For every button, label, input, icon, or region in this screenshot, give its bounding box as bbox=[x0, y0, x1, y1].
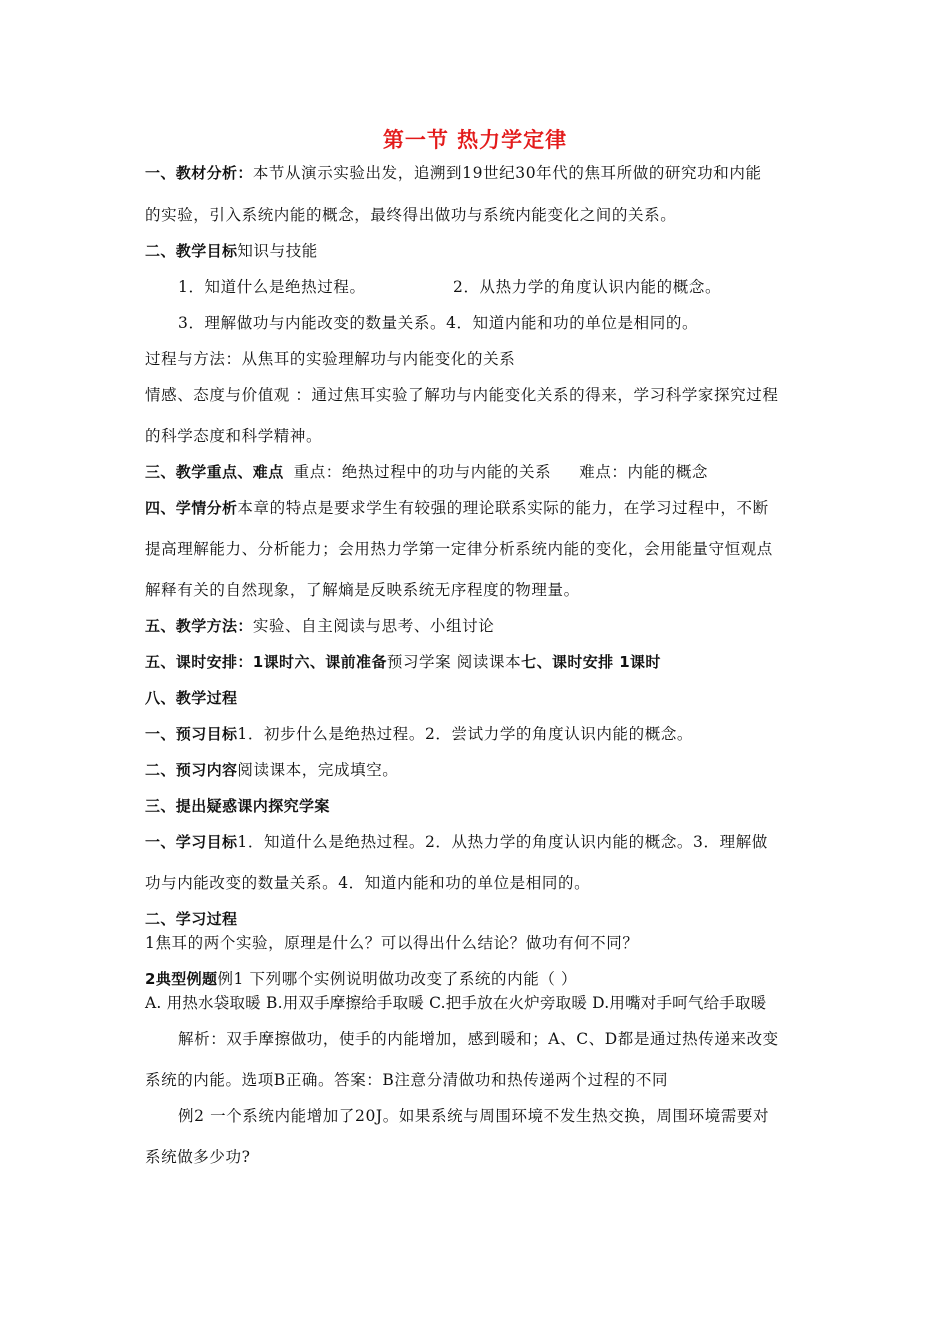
learning-goal-heading: 一、学习目标 bbox=[145, 833, 238, 851]
section-1-text: 本节从演示实验出发，追溯到19世纪30年代的焦耳所做的研究功和内能 bbox=[252, 164, 762, 182]
difficult-point: 难点：内能的概念 bbox=[579, 463, 709, 481]
prep-text: 预习学案 阅读课本 bbox=[386, 653, 522, 671]
section-1-cont: 的实验，引入系统内能的概念，最终得出做功与系统内能变化之间的关系。 bbox=[145, 206, 677, 224]
preview-content-text: 阅读课本，完成填空。 bbox=[237, 761, 399, 779]
example-heading: 2典型例题 bbox=[145, 970, 218, 988]
questions-heading: 三、提出疑惑课内探究学案 bbox=[145, 797, 330, 815]
goal-item-1: 1．知道什么是绝热过程。 bbox=[178, 278, 366, 296]
section-3-heading: 三、教学重点、难点 bbox=[145, 463, 284, 481]
key-point: 重点：绝热过程中的功与内能的关系 bbox=[293, 463, 552, 481]
learning-process-heading: 二、学习过程 bbox=[145, 910, 238, 928]
example-2: 例2 一个系统内能增加了20J。如果系统与周围环境不发生热交换，周围环境需要对 bbox=[178, 1107, 770, 1125]
preview-goal-text: 1．初步什么是绝热过程。2．尝试力学的角度认识内能的概念。 bbox=[237, 725, 694, 743]
schedule-line bbox=[145, 652, 661, 672]
section-5-heading: 五、教学方法： bbox=[145, 617, 253, 635]
example-1-line bbox=[145, 969, 577, 989]
emotion-values-cont: 的科学态度和科学精神。 bbox=[145, 427, 323, 445]
learning-goal-cont: 功与内能改变的数量关系。4．知道内能和功的单位是相同的。 bbox=[145, 874, 591, 892]
section-4-line bbox=[145, 498, 769, 518]
section-4-cont2: 解释有关的自然现象，了解熵是反映系统无序程度的物理量。 bbox=[145, 581, 580, 599]
section-1-line bbox=[145, 163, 762, 183]
goal-item-3: 3．理解做功与内能改变的数量关系。 bbox=[178, 314, 447, 332]
page-title: 第一节 热力学定律 bbox=[382, 128, 568, 152]
section-3-line bbox=[145, 462, 708, 482]
learning-goal-line bbox=[145, 832, 768, 852]
preview-goal-line bbox=[145, 724, 693, 744]
section-4-text: 本章的特点是要求学生有较强的理论联系实际的能力，在学习过程中，不断 bbox=[237, 499, 769, 517]
goal-item-2: 2．从热力学的角度认识内能的概念。 bbox=[453, 278, 722, 296]
learning-goal-text: 1．知道什么是绝热过程。2．从热力学的角度认识内能的概念。3．理解做 bbox=[237, 833, 768, 851]
preview-goal-heading: 一、预习目标 bbox=[145, 725, 238, 743]
section-2-text: 知识与技能 bbox=[237, 242, 318, 260]
section-4-cont1: 提高理解能力、分析能力；会用热力学第一定律分析系统内能的变化，会用能量守恒观点 bbox=[145, 540, 773, 558]
example-1: 例1 下列哪个实例说明做功改变了系统的内能（ ） bbox=[217, 970, 578, 988]
emotion-values: 情感、态度与价值观 ：通过焦耳实验了解功与内能变化关系的得来，学习科学家探究过程 bbox=[145, 386, 779, 404]
section-5-text: 实验、自主阅读与思考、小组讨论 bbox=[252, 617, 495, 635]
example-1-options: A. 用热水袋取暖 B.用双手摩擦给手取暖 C.把手放在火炉旁取暖 D.用嘴对手呵气给手取暖 bbox=[145, 994, 767, 1012]
section-8-heading: 八、教学过程 bbox=[145, 689, 238, 707]
section-2-line bbox=[145, 241, 318, 261]
schedule-heading-2: 七、课时安排 1课时 bbox=[521, 653, 661, 671]
question-1: 1焦耳的两个实验，原理是什么？可以得出什么结论？做功有何不同？ bbox=[145, 934, 639, 952]
process-method: 过程与方法：从焦耳的实验理解功与内能变化的关系 bbox=[145, 350, 516, 368]
section-5-line bbox=[145, 616, 494, 636]
section-1-heading: 一、教材分析： bbox=[145, 164, 253, 182]
goal-item-3-4 bbox=[178, 313, 698, 333]
schedule-heading: 五、课时安排：1课时六、课前准备 bbox=[145, 653, 387, 671]
preview-content-heading: 二、预习内容 bbox=[145, 761, 238, 779]
section-4-heading: 四、学情分析 bbox=[145, 499, 238, 517]
preview-content-line bbox=[145, 760, 398, 780]
section-2-heading: 二、教学目标 bbox=[145, 242, 238, 260]
analysis-cont: 系统的内能。选项B正确。答案：B注意分清做功和热传递两个过程的不同 bbox=[145, 1071, 669, 1089]
goal-item-4: 4．知道内能和功的单位是相同的。 bbox=[446, 314, 699, 332]
analysis: 解析：双手摩擦做功，使手的内能增加，感到暖和；A、C、D都是通过热传递来改变 bbox=[178, 1030, 779, 1048]
example-2-cont: 系统做多少功? bbox=[145, 1148, 251, 1166]
